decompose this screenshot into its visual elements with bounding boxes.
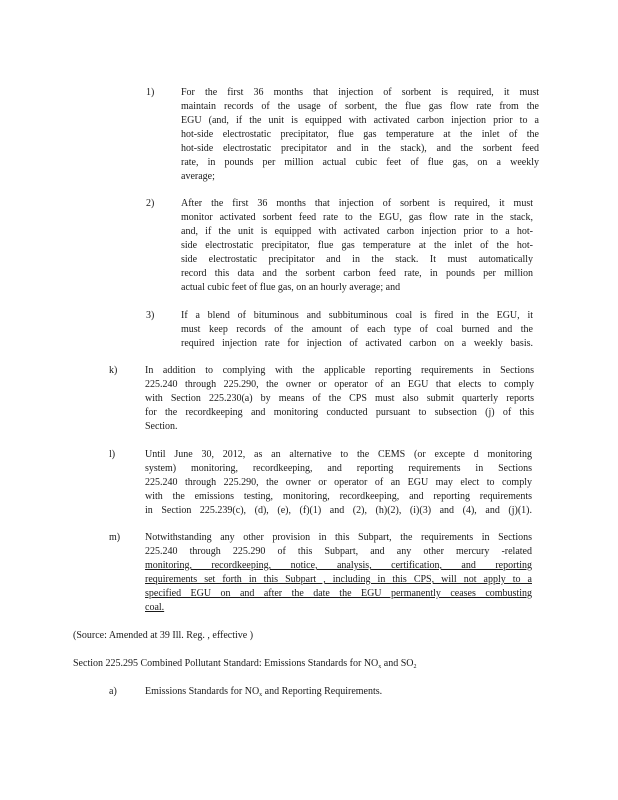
text-line: and, if the unit is equipped with activated carbon injection prior to a hot-	[181, 226, 533, 237]
paragraph-item-3	[0, 309, 618, 353]
subsection-a-suffix: and Reporting Requirements.	[262, 686, 383, 697]
text-line: In addition to complying with the applicable reporting requirements in Sections	[145, 365, 534, 376]
text-line: side electrostatic precipitator and in the stack. It must automatically	[181, 254, 533, 265]
text-line: record this data and the sorbent carbon feed rate, in pounds per million	[181, 268, 533, 279]
text-line: Section.	[145, 421, 178, 432]
text-line: If a blend of bituminous and subbituminous coal is fired in the EGU, it	[181, 310, 533, 321]
text-line: Notwithstanding any other provision in this Subpart, the requirements in Sections	[145, 532, 532, 543]
item-label: k)	[109, 365, 118, 376]
text-line: After the first 36 months that injection of sorbent is required, it must	[181, 198, 533, 209]
text-line: system) monitoring, recordkeeping, and reporting requirements in Sections	[145, 463, 532, 474]
text-line: actual cubic feet of flue gas, on an hourly average; and	[181, 282, 401, 293]
text-line: side electrostatic precipitator, flue gas temperature at the inlet of the hot-	[181, 240, 533, 251]
text-line: maintain records of the usage of sorbent, the flue gas flow rate from the	[181, 101, 539, 112]
text-line: 225.240 through 225.290, the owner or operator of an EGU that elects to comply	[145, 379, 534, 390]
inserted-text-line: specified EGU on and after the date the EGU permanently ceases combusting	[145, 588, 532, 599]
text-line: 225.240 through 225.290 of this Subpart, and any other mercury -related	[145, 546, 532, 557]
item-text	[181, 197, 533, 295]
item-text	[181, 86, 539, 184]
text-line: for the recordkeeping and monitoring conducted pursuant to subsection (j) of this	[145, 407, 534, 418]
text-line: hot-side electrostatic precipitator, flue gas temperature at the inlet of the	[181, 129, 539, 140]
text-line: with the emissions testing, monitoring, recordkeeping, and reporting requirements	[145, 491, 532, 502]
item-label: 3)	[146, 310, 155, 321]
section-heading-mid: and SO	[381, 658, 414, 669]
text-line: monitor activated sorbent feed rate to the EGU, gas flow rate in the stack,	[181, 212, 533, 223]
paragraph-item-1	[0, 86, 618, 186]
item-label: m)	[109, 532, 121, 543]
source-text: (Source: Amended at 39 Ill. Reg. , effective )	[73, 630, 254, 641]
item-text	[181, 309, 533, 351]
text-line: EGU (and, if the unit is equipped with activated carbon injection prior to a	[181, 115, 539, 126]
section-heading-prefix: Section 225.295 Combined Pollutant Standard: Emissions Standards for NO	[73, 658, 379, 669]
text-line: 225.240 through 225.290, the owner or operator of an EGU may elect to comply	[145, 477, 532, 488]
item-label: l)	[109, 449, 116, 460]
subsection-a-sub-x: x	[259, 692, 263, 698]
subsection-a-title	[145, 685, 382, 700]
paragraph-item-m	[0, 531, 618, 617]
item-text	[145, 448, 532, 518]
paragraph-item-k	[0, 364, 618, 436]
text-line: required injection rate for injection of activated carbon on a weekly basis.	[181, 338, 533, 349]
text-line: For the first 36 months that injection of sorbent is required, it must	[181, 87, 539, 98]
text-line: average;	[181, 171, 215, 182]
text-line: must keep records of the amount of each type of coal burned and the	[181, 324, 533, 335]
paragraph-item-l	[0, 448, 618, 520]
text-line: hot-side electrostatic precipitator and in the stack), and the sorbent feed	[181, 143, 539, 154]
text-line: in Section 225.239(c), (d), (e), (f)(1) and (2), (h)(2), (i)(3) and (4), and (j)(1).	[145, 505, 532, 516]
section-heading	[73, 657, 533, 672]
text-line: Until June 30, 2012, as an alternative to the CEMS (or excepte d monitoring	[145, 449, 532, 460]
subsection-a-label: a)	[109, 686, 117, 697]
inserted-text-line: monitoring, recordkeeping, notice, analysis, certification, and reporting	[145, 560, 532, 571]
item-label: 2)	[146, 198, 155, 209]
section-heading-sub-x: x	[378, 664, 382, 670]
inserted-text-line: requirements set forth in this Subpart , including in this CPS, will not apply to a	[145, 574, 532, 585]
item-label: 1)	[146, 87, 155, 98]
section-heading-sub-2: 2	[413, 664, 417, 670]
item-text	[145, 531, 532, 615]
text-line: with Section 225.230(a) by means of the CPS must also submit quarterly reports	[145, 393, 534, 404]
source-note	[73, 629, 303, 643]
item-text	[145, 364, 534, 434]
inserted-text-line: coal.	[145, 602, 165, 613]
text-line: rate, in pounds per million actual cubic feet of flue gas, on a weekly	[181, 157, 539, 168]
subsection-a-prefix: Emissions Standards for NO	[145, 686, 260, 697]
paragraph-item-2	[0, 197, 618, 297]
